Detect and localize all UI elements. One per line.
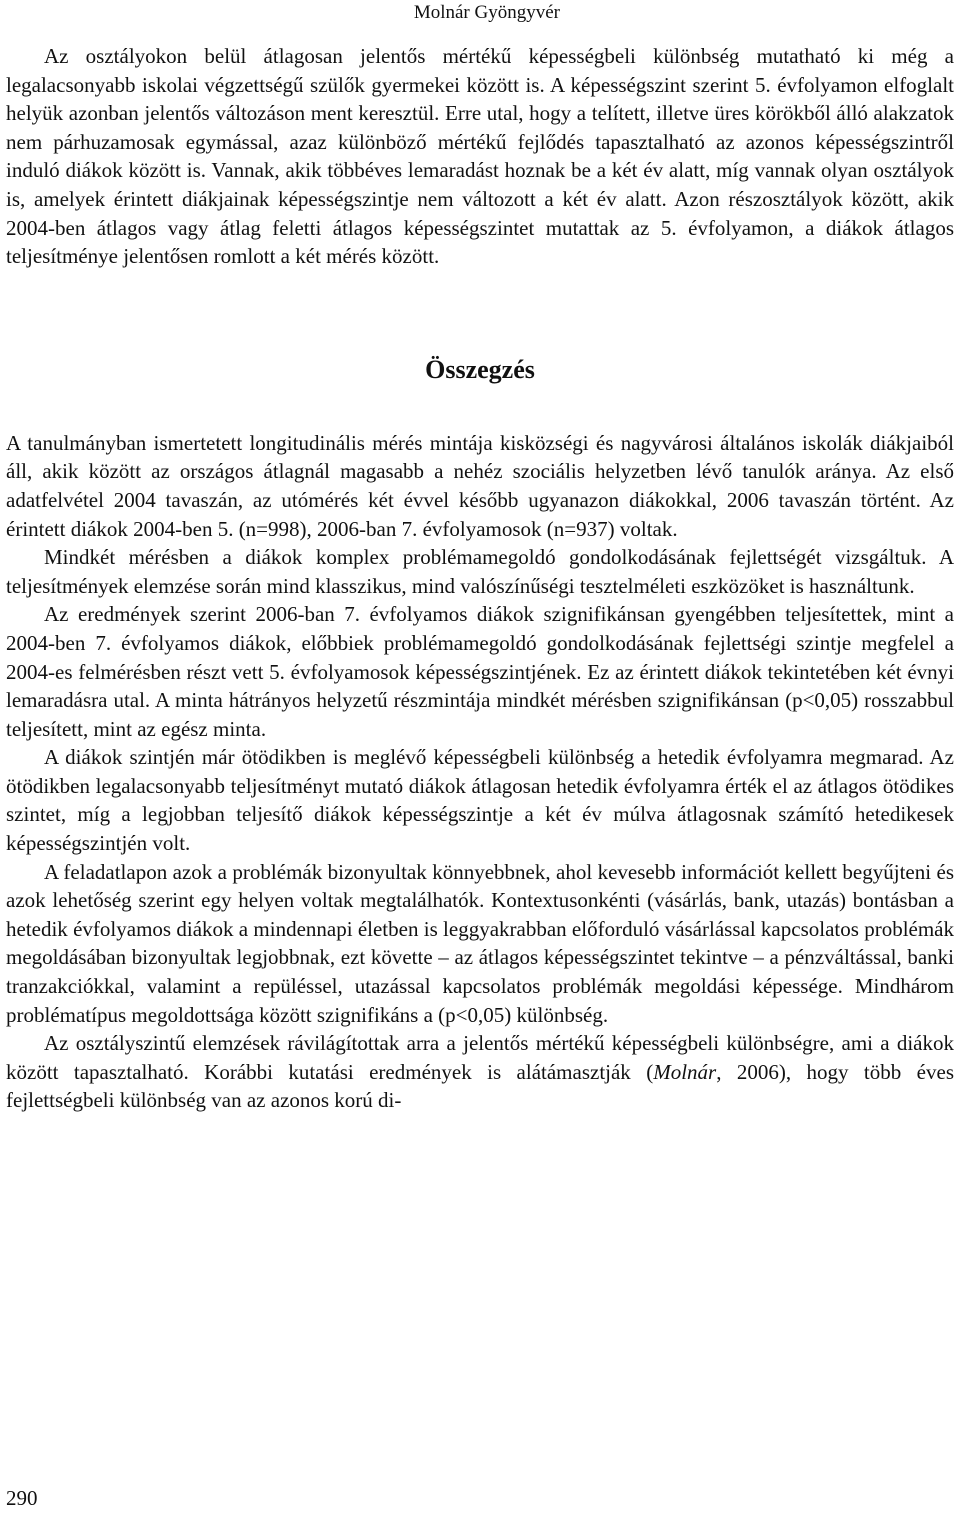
- summary-paragraph-6: [6, 1029, 954, 1115]
- paragraph-6-text-end: , 2006), hogy több éves fejlettségbeli különbség van az azonos korú di-: [6, 1059, 954, 1113]
- running-head-author: Molnár Gyöngyvér: [413, 2, 560, 23]
- summary-paragraph-2: Mindkét mérésben a diákok komplex problémamegoldó gondolkodásának fejlettségét vizsgáltuk. A teljesítmények elemzése során mind klasszikus, mind valószínűségi tesztelméleti eszközöket is használtunk.: [6, 545, 954, 598]
- page-number: 290: [6, 1486, 38, 1510]
- section-heading: Összegzés: [425, 354, 535, 384]
- page-body: [6, 42, 954, 1115]
- summary-paragraph-3: Az eredmények szerint 2006-ban 7. évfolyamos diákok szignifikánsan gyengébben teljesítettek, mint a 2004-ben 7. évfolyamos diákok, előbbiek problémamegoldó gondolkodásának fejlettségi szintje megfelel a 2004-es felmérésben részt vett 5. évfolyamosok képességszintjének. Ez az érintett diákok tekintetében két évnyi lemaradásra utal. A minta hátrányos helyzetű részmintája mindkét mérésben szignifikánsan (p<0,05) rosszabbul teljesített, mint az egész minta.: [6, 602, 954, 741]
- intro-paragraph: Az osztályokon belül átlagosan jelentős mértékű képességbeli különbség mutatható ki még a legalacsonyabb iskolai végzettségű szülők gyermekei között is. A képességszint szerint 5. évfolyamon elfoglalt helyük azonban jelentős változáson ment keresztül. Erre utal, hogy a telített, illetve üres körökből álló alakzatok nem párhuzamosak egymással, azaz különböző mértékű fejlődés tapasztalható az azonos képességszintről induló diákok között is. Vannak, akik többéves lemaradást hoznak be a két év alatt, míg vannak olyan osztályok is, amelyek érintett diákjainak képességszintje nem változott a két év alatt. Azon részosztályok között, akik 2004-ben átlagos vagy átlag feletti átlagos képességszintet mutattak az 5. évfolyamon, a diákok átlagos teljesítménye jelentősen romlott a két mérés között.: [6, 44, 954, 269]
- paragraph-6-text-start: Az osztályszintű elemzések rávilágítottak arra a jelentős mértékű képességbeli különbségre, ami a diákok között tapasztalható. Korábbi kutatási eredmények is alátámasztják (: [6, 1031, 954, 1084]
- summary-paragraph-5: A feladatlapon azok a problémák bizonyultak könnyebbnek, ahol kevesebb információt kellett begyűjteni és azok lehetőség szerint egy helyen voltak megtalálhatók. Kontextusonkénti (vásárlás, bank, utazás) bontásban a hetedik évfolyamos diákok a mindennapi életben is leggyakrabban előforduló vásárlással kapcsolatos problémák megoldásában bizonyultak legjobbnak, ezt követte – az átlagos képességszintet tekintve – a pénzváltással, banki tranzakciókkal, valamint a repüléssel, utazással kapcsolatos problémák megoldási képessége. Mindhárom problématípus megoldottsága között szignifikáns a (p<0,05) különbség.: [6, 859, 954, 1027]
- citation-author: Molnár: [653, 1059, 717, 1084]
- summary-paragraph-1: A tanulmányban ismertetett longitudinális mérés mintája kisközségi és nagyvárosi általános iskolák diákjaiból áll, akik között az országos átlagnál magasabb a nehéz szociális helyzetben lévő tanulók aránya. Az első adatfelvétel 2004 tavaszán, az utómérés két évvel később ugyanazon diákokkal, 2006 tavaszán történt. Az érintett diákok 2004-ben 5. (n=998), 2006-ban 7. évfolyamosok (n=937) voltak.: [6, 430, 954, 541]
- summary-paragraph-4: A diákok szintjén már ötödikben is meglévő képességbeli különbség a hetedik évfolyamra megmarad. Az ötödikben legalacsonyabb teljesítményt mutató diákok átlagosan hetedik évfolyamra érték el az átlagos ötödikes szintet, míg a legjobban teljesítő diákok képességszintje a két év múlva átlagosnak számító hetedikesek képességszintjén volt.: [6, 745, 954, 856]
